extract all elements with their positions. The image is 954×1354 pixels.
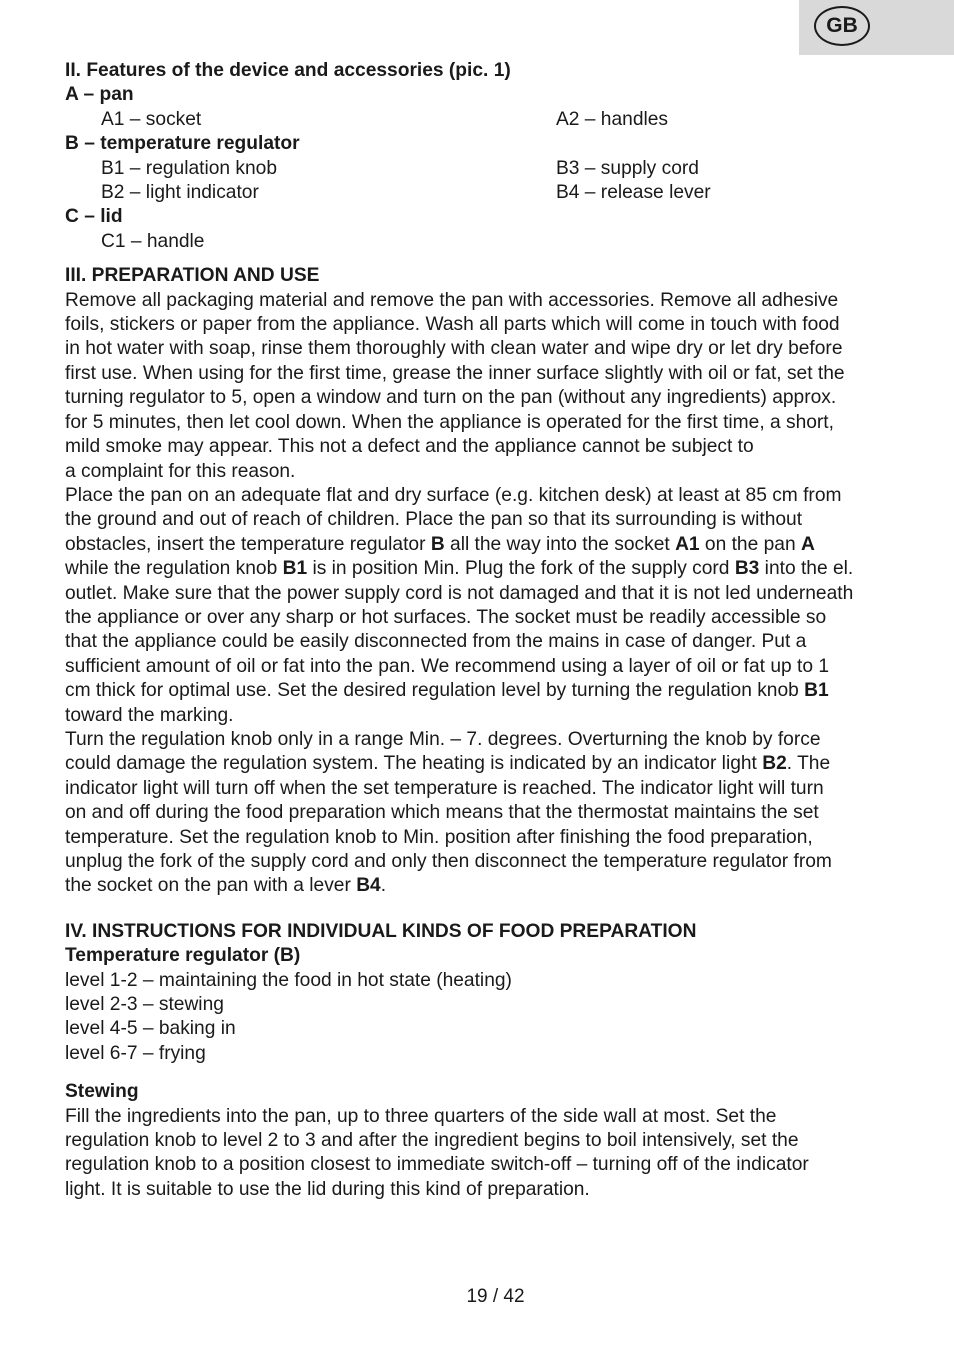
text-run: cm thick for optimal use. Set the desired regulation level by turning the regulation knob [65, 680, 805, 702]
text-run: while the regulation knob [65, 558, 283, 580]
text-line: the appliance or over any sharp or hot surfaces. The socket must be readily accessible so [65, 606, 827, 628]
section-4-title: IV. INSTRUCTIONS FOR INDIVIDUAL KINDS OF FOOD PREPARATION [65, 920, 697, 942]
text-run: is in position Min. Plug the fork of the supply cord [307, 558, 735, 580]
section-3-paragraph-3 [65, 728, 910, 899]
text-line: a complaint for this reason. [65, 460, 296, 482]
section-3-paragraph-1 [65, 289, 910, 484]
page-number: 19 / 42 [466, 1286, 525, 1307]
text-line [65, 533, 910, 557]
list-item: level 2-3 – stewing [65, 994, 224, 1016]
text-line: Turn the regulation knob only in a range Min. – 7. degrees. Overturning the knob by force [65, 728, 821, 750]
text-line: on and off during the food preparation which means that the thermostat maintains the set [65, 802, 819, 824]
section-3-paragraph-2 [65, 484, 910, 728]
section-3-title: III. PREPARATION AND USE [65, 265, 320, 287]
section-2-title: II. Features of the device and accessories (pic. 1) [65, 60, 511, 81]
text-line: Remove all packaging material and remove the pan with accessories. Remove all adhesive [65, 289, 839, 311]
text-line [65, 679, 910, 703]
language-badge: GB [814, 6, 870, 46]
ref-b1: B1 [282, 558, 308, 580]
text-line: outlet. Make sure that the power supply cord is not damaged and that it is not led underneath [65, 582, 854, 604]
ref-b4: B4 [356, 875, 381, 897]
ref-a1: A1 [675, 533, 700, 555]
text-line [65, 752, 910, 776]
text-run: all the way into the socket [444, 533, 676, 555]
text-line: regulation knob to a position closest to immediate switch-off – turning off of the indicator [65, 1154, 809, 1176]
part-a-items [65, 108, 910, 132]
page-content [65, 59, 910, 1202]
part-c-title: C – lid [65, 206, 123, 228]
item-a1: A1 – socket [101, 108, 202, 130]
text-run: on the pan [699, 533, 801, 555]
ref-b3: B3 [734, 558, 760, 580]
text-line: that the appliance could be easily disconnected from the mains in case of danger. Put a [65, 631, 807, 653]
item-b4: B4 – release lever [556, 182, 711, 204]
language-tab [799, 0, 954, 55]
ref-b1: B1 [804, 680, 829, 702]
list-item: level 4-5 – baking in [65, 1018, 236, 1040]
text-line: turning regulator to 5, open a window and turn on the pan (without any ingredients) approx. [65, 387, 837, 409]
list-item: level 1-2 – maintaining the food in hot state (heating) [65, 969, 512, 991]
text-line: unplug the fork of the supply cord and only then disconnect the temperature regulator from [65, 851, 832, 872]
ref-a: A [800, 533, 815, 555]
stewing-paragraph [65, 1105, 910, 1203]
text-line: Fill the ingredients into the pan, up to three quarters of the side wall at most. Set the [65, 1105, 777, 1127]
text-line: in hot water with soap, rinse them thoroughly with clean water and wipe dry or let dry before [65, 338, 843, 360]
regulator-subtitle: Temperature regulator (B) [65, 945, 301, 967]
ref-b2: B2 [762, 753, 787, 775]
part-b-title: B – temperature regulator [65, 133, 300, 155]
text-run: the socket on the pan with a lever [65, 875, 357, 897]
text-line: indicator light will turn off when the set temperature is reached. The indicator light will turn [65, 777, 824, 799]
text-line: first use. When using for the first time, grease the inner surface slightly with oil or fat, set the [65, 362, 845, 384]
text-line [65, 874, 910, 898]
text-line [65, 557, 910, 581]
text-line: sufficient amount of oil or fat into the pan. We recommend using a layer of oil or fat up to 1 [65, 655, 830, 677]
text-line: for 5 minutes, then let cool down. When the appliance is operated for the first time, a short, [65, 411, 834, 433]
item-b2: B2 – light indicator [101, 182, 259, 204]
text-run: . The [786, 753, 831, 775]
text-run: into the el. [759, 558, 854, 580]
item-a2: A2 – handles [556, 108, 669, 130]
text-line: foils, stickers or paper from the appliance. Wash all parts which will come in touch with food [65, 314, 840, 336]
text-run: obstacles, insert the temperature regulator [65, 533, 431, 555]
text-line: light. It is suitable to use the lid during this kind of preparation. [65, 1178, 590, 1200]
text-line: mild smoke may appear. This not a defect and the appliance cannot be subject to [65, 436, 754, 458]
level-list [65, 969, 910, 1067]
list-item: level 6-7 – frying [65, 1042, 206, 1064]
text-line: toward the marking. [65, 704, 234, 726]
part-b-items-row2 [65, 181, 910, 205]
page-footer [0, 1285, 954, 1309]
text-line: Place the pan on an adequate flat and dry surface (e.g. kitchen desk) at least at 85 cm from [65, 484, 842, 506]
ref-b: B [430, 533, 445, 555]
text-run: . [380, 875, 387, 897]
text-line: regulation knob to level 2 to 3 and after the ingredient begins to boil intensively, set the [65, 1130, 799, 1152]
text-line: temperature. Set the regulation knob to Min. position after finishing the food preparation, [65, 826, 813, 848]
text-line: the ground and out of reach of children. Place the pan so that its surrounding is without [65, 509, 803, 531]
stewing-title: Stewing [65, 1081, 139, 1103]
part-b-items-row1 [65, 157, 910, 181]
part-a-title: A – pan [65, 84, 134, 106]
item-c1: C1 – handle [101, 230, 205, 252]
item-b3: B3 – supply cord [556, 157, 699, 179]
text-run: could damage the regulation system. The heating is indicated by an indicator light [65, 753, 763, 775]
item-b1: B1 – regulation knob [101, 157, 278, 179]
